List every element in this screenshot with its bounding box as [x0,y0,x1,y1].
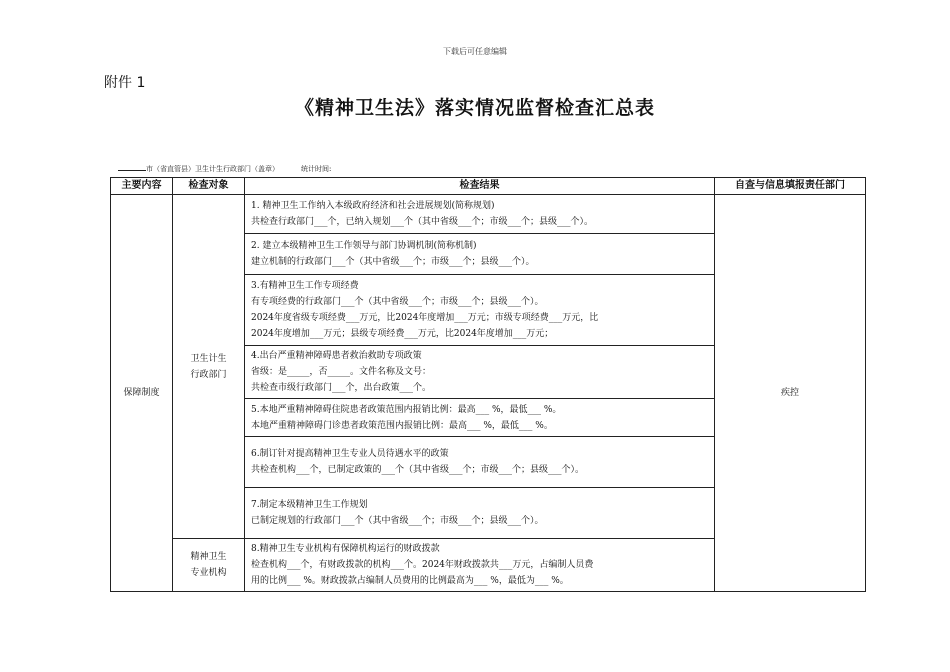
main-content-cell: 保障制度 [111,195,173,592]
item-line: 2024年度增加___万元；县级专项经费___万元，比2024年度增加___万元； [251,329,554,339]
item-line: 1. 精神卫生工作纳入本级政府经济和社会进展规划(简称规划) [251,201,495,211]
item-line: 5.本地严重精神障碍住院患者政策范围内报销比例：最高___ %，最低___ %。 [251,404,562,415]
item-line: 有专项经费的行政部门___个（其中省级___个；市级___个；县级___个）。 [251,297,544,307]
check-result-item [245,437,715,488]
check-object-line: 精神卫生 [190,552,227,562]
item-line: 本地严重精神障碍门诊患者政策范围内报销比例：最高___ %，最低___ %。 [251,420,553,431]
item-line: 6.制订针对提高精神卫生专业人员待遇水平的政策 [251,449,449,459]
summary-table [110,177,866,592]
check-result-item [245,539,715,592]
item-line: 已制定规划的行政部门___个（其中省级___个；市级___个；县级___个）。 [251,516,544,526]
check-object-line: 专业机构 [190,568,227,578]
item-line: 共检查市级行政部门___个，出台政策___个。 [251,383,432,393]
item-line: 共检查行政部门___个，已纳入规划___个（其中省级___个；市级___个；县级___个）。 [251,217,594,227]
check-result-item [245,234,715,275]
check-result-item [245,195,715,234]
attachment-label: 附件 1 [104,75,146,91]
item-line: 8.精神卫生专业机构有保障机构运行的财政拨款 [251,544,440,554]
check-object-cell [173,195,245,539]
check-object-cell [173,539,245,592]
item-line: 用的比例___ %。财政拨款占编制人员费用的比例最高为___ %，最低为___ %。 [251,576,569,586]
item-line: 2024年度省级专项经费___万元，比2024年度增加___万元；市级专项经费___万元，比 [251,313,599,323]
header-main-content: 主要内容 [111,178,173,195]
item-line: 共检查机构___个，已制定政策的___个（其中省级___个；市级___个；县级___个）。 [251,465,585,475]
city-blank[interactable] [118,164,146,171]
item-line: 2. 建立本级精神卫生工作领导与部门协调机制(简称机制) [251,241,477,251]
header-responsible-dept: 自查与信息填报责任部门 [715,178,866,195]
check-object-line: 卫生计生 [190,353,227,364]
header-check-object: 检查对象 [173,178,245,195]
check-result-item [245,399,715,437]
item-line: 4.出台严重精神障碍患者救治救助专项政策 [251,351,422,361]
item-line: 7.制定本级精神卫生工作规划 [251,500,368,510]
header-note: 下载后可任意编辑 [443,47,507,56]
item-line: 检查机构___个，有财政拨款的机构___个。2024年财政拨款共___万元，占编制人员费 [251,560,594,570]
document-title: 《精神卫生法》落实情况监督检查汇总表 [294,97,655,119]
table-row [111,195,866,234]
meta-line [118,164,331,174]
header-check-result: 检查结果 [245,178,715,195]
stat-time-label: 统计时间: [301,165,332,173]
check-result-item [245,488,715,539]
responsible-dept-cell: 疾控 [715,195,866,592]
city-suffix: 市（省直管县）卫生计生行政部门（盖章） [146,165,279,173]
check-object-line: 行政部门 [190,369,227,380]
check-result-item [245,346,715,399]
item-line: 省级：是_____，否_____。文件名称及文号： [251,367,432,377]
check-result-item [245,275,715,346]
header-row [111,178,866,195]
item-line: 建立机制的行政部门___个（其中省级___个；市级___个；县级___个）。 [251,257,535,267]
item-line: 3.有精神卫生工作专项经费 [251,281,359,291]
